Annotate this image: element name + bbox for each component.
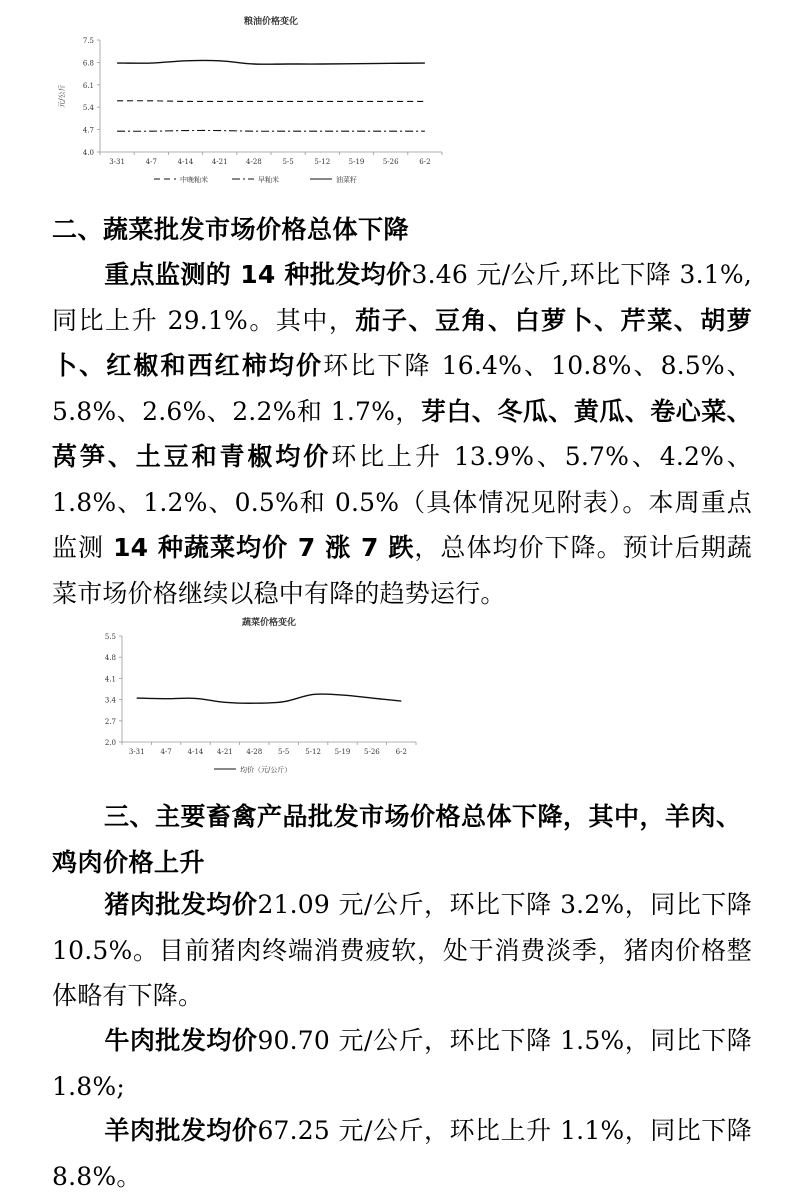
vegetable-chart-svg (86, 614, 426, 780)
x-tick-label: 4-7 (160, 748, 172, 756)
x-tick-label: 4-21 (211, 158, 228, 166)
series-line (117, 60, 425, 64)
pork-text: 21.09 元/公斤，环比下降 3.2%，同比下降 10.5%。目前猪肉终端消费疲软，处于消费淡季，猪肉价格整体略有下降。 (52, 890, 752, 1010)
x-tick-label: 5-12 (305, 748, 321, 756)
vegetable-bold-run: 茄子、豆角、白萝卜、芹菜、胡萝卜、红椒和西红柿均价 (52, 305, 752, 380)
mutton-label: 羊肉批发均价 (104, 1116, 258, 1145)
x-tick-label: 5-26 (364, 748, 380, 756)
vegetable-text-run: ，总体均价下降。预计后期蔬菜市场价格继续以稳中有降的趋势运行。 (52, 533, 752, 608)
x-tick-label: 4-14 (187, 748, 204, 756)
grain-oil-price-chart (52, 8, 452, 188)
vegetable-bold-run: 重点监测的 14 种批发均价 (104, 260, 412, 289)
x-tick-label: 5-5 (282, 158, 294, 166)
y-tick-label: 3.4 (104, 696, 116, 705)
beef-text: 90.70 元/公斤，环比下降 1.5%，同比下降 1.8%; (52, 1026, 752, 1101)
x-tick-label: 3-31 (128, 748, 145, 756)
x-tick-label: 6-2 (395, 748, 407, 756)
livestock-section-heading (52, 794, 752, 886)
x-tick-label: 5-19 (334, 748, 351, 756)
x-tick-label: 5-19 (348, 158, 365, 166)
series-line (137, 694, 402, 703)
vegetable-text-run: 3.46 元/公斤,环比下降 3.1%,同比上升 29.1%。其中， (52, 260, 753, 335)
x-tick-label: 4-14 (177, 158, 194, 166)
beef-label: 牛肉批发均价 (104, 1026, 258, 1055)
x-tick-label: 4-28 (246, 158, 262, 166)
livestock-heading-text: 三、主要畜禽产品批发市场价格总体下降，其中，羊肉、鸡肉价格上升 (52, 802, 742, 877)
y-tick-label: 5.5 (104, 633, 116, 641)
x-tick-label: 6-2 (419, 158, 431, 166)
y-tick-label: 6.8 (82, 59, 94, 68)
mutton-paragraph (52, 1108, 752, 1199)
vegetable-bold-run: 14 种蔬菜均价 7 涨 7 跌 (113, 533, 415, 562)
vegetable-section-heading (52, 208, 752, 252)
y-tick-label: 4.8 (104, 654, 116, 663)
mutton-text: 67.25 元/公斤，环比上升 1.1%，同比下降 8.8%。 (52, 1116, 752, 1191)
legend-label: 中晚籼米 (180, 176, 208, 184)
pork-paragraph (52, 882, 752, 1019)
beef-paragraph (52, 1018, 752, 1109)
y-tick-label: 2.7 (104, 717, 116, 726)
legend-label: 均价（元/公斤） (240, 766, 292, 774)
x-tick-label: 4-7 (145, 158, 157, 166)
series-line (117, 101, 425, 102)
y-tick-label: 5.4 (82, 104, 94, 113)
grain-oil-chart-svg (52, 8, 452, 188)
chart-title: 蔬菜价格变化 (241, 618, 297, 628)
x-tick-label: 4-21 (217, 748, 233, 756)
vegetable-paragraph (52, 252, 752, 616)
y-tick-label: 4.7 (82, 126, 94, 135)
y-tick-label: 7.5 (82, 37, 94, 45)
x-tick-label: 4-28 (246, 748, 263, 756)
vegetable-price-chart (86, 614, 426, 780)
chart-title: 粮油价格变化 (243, 17, 299, 27)
y-axis-label: 元/公斤 (58, 84, 66, 108)
x-tick-label: 5-12 (314, 158, 331, 166)
y-tick-label: 6.1 (82, 81, 94, 90)
y-tick-label: 4.1 (104, 675, 116, 684)
vegetable-text-run: 环比上升 13.9%、5.7%、4.2%、1.8%、1.2%、0.5%和 0.5%（具体情况见附表）。本周重点监测 (52, 442, 752, 562)
y-tick-label: 4.0 (82, 149, 94, 157)
series-line (117, 130, 425, 131)
x-tick-label: 3-31 (109, 158, 125, 166)
pork-label: 猪肉批发均价 (104, 890, 258, 919)
vegetable-text-run: 环比下降 16.4%、10.8%、8.5%、5.8%、2.6%、2.2%和 1.7%， (52, 351, 752, 426)
x-tick-label: 5-5 (278, 748, 290, 756)
x-tick-label: 5-26 (382, 158, 399, 166)
legend-label: 油菜籽 (336, 176, 357, 184)
legend-label: 早籼米 (258, 176, 279, 184)
vegetable-heading-text: 二、蔬菜批发市场价格总体下降 (52, 215, 410, 244)
vegetable-bold-run: 芽白、冬瓜、黄瓜、卷心菜、莴笋、土豆和青椒均价 (52, 396, 752, 471)
y-tick-label: 2.0 (104, 739, 116, 747)
